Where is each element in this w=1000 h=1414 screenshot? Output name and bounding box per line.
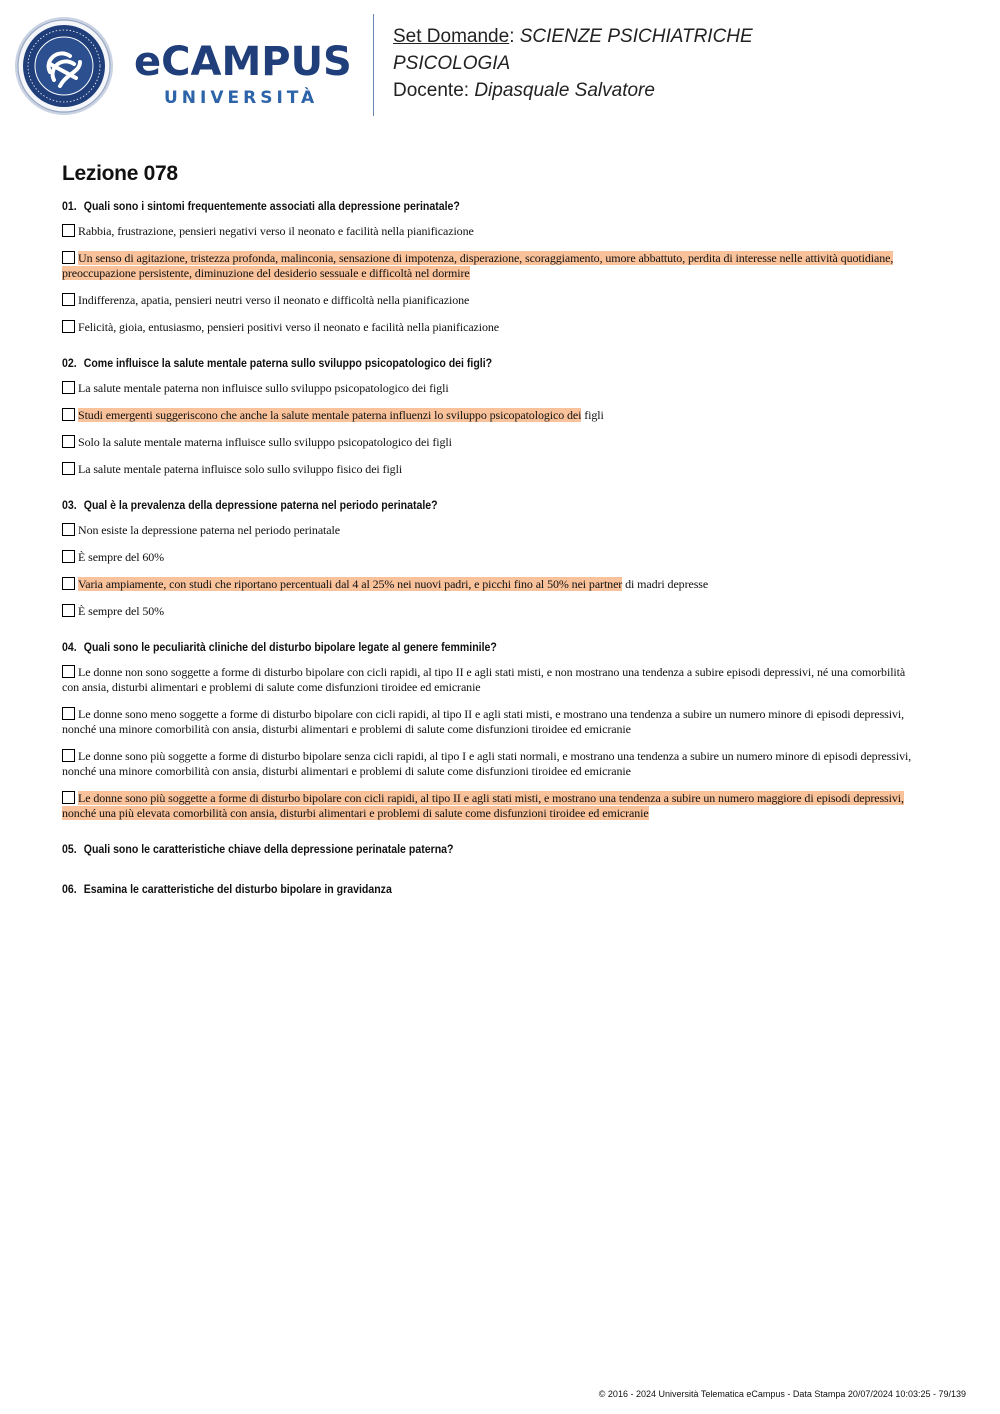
answer-text: Felicità, gioia, entusiasmo, pensieri positivi verso il neonato e facilità nella pianificazione <box>78 320 500 334</box>
answer-option[interactable] <box>62 665 912 695</box>
answer-highlighted-text: Studi emergenti suggeriscono che anche la salute mentale paterna influenzi lo sviluppo psicopatologico dei <box>78 408 582 422</box>
answer-checkbox[interactable] <box>62 665 75 678</box>
question-number: 03. <box>62 498 77 512</box>
answer-checkbox[interactable] <box>62 293 75 306</box>
answer-option[interactable] <box>62 707 912 737</box>
answer-option[interactable] <box>62 381 912 396</box>
teacher-label: Docente: <box>393 80 475 101</box>
answer-text: di madri depresse <box>622 577 709 591</box>
answer-text: Non esiste la depressione paterna nel periodo perinatale <box>78 523 340 537</box>
answer-text: Le donne non sono soggette a forme di disturbo bipolare con cicli rapidi, al tipo II e agli stati misti, e non mostrano una tendenza a subire episodi depressivi, né una comorbilità con ansia, disturbi alimentari e problemi di salute come disfunzioni tiroidee ed emicranie <box>62 665 906 694</box>
subject-line-2-row <box>393 50 973 77</box>
question-number: 01. <box>62 199 77 213</box>
answer-list <box>62 523 912 619</box>
answer-checkbox[interactable] <box>62 550 75 563</box>
question-text: Come influisce la salute mentale paterna sullo sviluppo psicopatologico dei figli? <box>83 356 493 370</box>
answer-option[interactable] <box>62 550 912 565</box>
logo-subtitle: UNIVERSITÀ <box>164 88 319 108</box>
answer-option-correct[interactable] <box>62 577 912 592</box>
answer-highlighted-text: Un senso di agitazione, tristezza profonda, malinconia, sensazione di impotenza, disperazione, scoraggiamento, umore abbattuto, perdita di interesse nelle attività quotidiane, preoccupazione persistente, diminuzione del desiderio sessuale e difficoltà nel dormire <box>62 251 894 280</box>
question-title <box>62 199 810 214</box>
course-info <box>393 23 973 104</box>
answer-option-correct[interactable] <box>62 251 912 281</box>
answer-option[interactable] <box>62 320 912 335</box>
question-open <box>62 842 912 857</box>
answer-text: figli <box>581 408 604 422</box>
answer-highlighted-text: Le donne sono più soggette a forme di disturbo bipolare con cicli rapidi, al tipo II e agli stati misti, e mostrano una tendenza a subire un numero maggiore di episodi depressivi, nonché una più elevata comorbilità con ansia, disturbi alimentari e problemi di salute come disfunzioni tiroidee ed emicranie <box>62 791 904 820</box>
answer-option-correct[interactable] <box>62 791 912 821</box>
question-title <box>62 640 810 655</box>
answer-option[interactable] <box>62 293 912 308</box>
question-open <box>62 882 912 897</box>
answer-checkbox[interactable] <box>62 604 75 617</box>
answer-list <box>62 665 912 821</box>
question-text: Qual è la prevalenza della depressione paterna nel periodo perinatale? <box>83 498 438 512</box>
answer-option[interactable] <box>62 435 912 450</box>
question-number: 02. <box>62 356 77 370</box>
set-label: Set Domande <box>393 26 510 47</box>
answer-option[interactable] <box>62 224 912 239</box>
set-colon: : <box>509 26 520 47</box>
answer-checkbox[interactable] <box>62 408 75 421</box>
answer-option-correct[interactable] <box>62 408 912 423</box>
subject-line <box>393 23 973 50</box>
answer-checkbox[interactable] <box>62 462 75 475</box>
answer-text: Solo la salute mentale materna influisce sullo sviluppo psicopatologico dei figli <box>78 435 452 449</box>
answer-checkbox[interactable] <box>62 251 75 264</box>
answer-text: È sempre del 60% <box>78 550 165 564</box>
answer-highlighted-text: Varia ampiamente, con studi che riportano percentuali dal 4 al 25% nei nuovi padri, e picchi fino al 50% nei partner <box>78 577 623 591</box>
answer-list <box>62 381 912 477</box>
answer-checkbox[interactable] <box>62 435 75 448</box>
answer-checkbox[interactable] <box>62 381 75 394</box>
answer-checkbox[interactable] <box>62 523 75 536</box>
answer-checkbox[interactable] <box>62 224 75 237</box>
question-title <box>62 356 810 371</box>
question-title <box>62 882 810 897</box>
answer-checkbox[interactable] <box>62 749 75 762</box>
answer-option[interactable] <box>62 604 912 619</box>
teacher-name: Dipasquale Salvatore <box>474 80 655 101</box>
ecampus-wordmark <box>134 40 356 112</box>
answer-text: È sempre del 50% <box>78 604 165 618</box>
answer-text: Le donne sono meno soggette a forme di disturbo bipolare con cicli rapidi, al tipo II e agli stati misti, e mostrano una tendenza a subire un numero minore di episodi depressivi, nonché una minore comorbilità con ansia, disturbi alimentari e problemi di salute come disfunzioni tiroidee ed emicranie <box>62 707 904 736</box>
question-title <box>62 498 810 513</box>
page-footer: © 2016 - 2024 Università Telematica eCampus - Data Stampa 20/07/2024 10:03:25 - 79/139 <box>598 1389 966 1399</box>
question <box>62 356 912 477</box>
answer-checkbox[interactable] <box>62 320 75 333</box>
lesson-title: Lezione 078 <box>62 162 178 185</box>
question-text: Quali sono le peculiarità cliniche del disturbo bipolare legate al genere femminile? <box>83 640 497 654</box>
answer-text: Rabbia, frustrazione, pensieri negativi verso il neonato e facilità nella pianificazione <box>78 224 474 238</box>
answer-text: Indifferenza, apatia, pensieri neutri verso il neonato e difficoltà nella pianificazione <box>78 293 470 307</box>
university-seal-logo <box>14 16 114 116</box>
answer-option[interactable] <box>62 462 912 477</box>
question-text: Esamina le caratteristiche del disturbo bipolare in gravidanza <box>83 882 392 896</box>
question <box>62 640 912 821</box>
question <box>62 199 912 335</box>
logo-name: eCAMPUS <box>134 39 352 85</box>
question-number: 05. <box>62 842 77 856</box>
answer-checkbox[interactable] <box>62 577 75 590</box>
question-text: Quali sono le caratteristiche chiave della depressione perinatale paterna? <box>83 842 454 856</box>
subject-line-1: SCIENZE PSICHIATRICHE <box>519 26 753 47</box>
question <box>62 498 912 619</box>
answer-checkbox[interactable] <box>62 707 75 720</box>
answer-text: Le donne sono più soggette a forme di disturbo bipolare senza cicli rapidi, al tipo I e agli stati normali, e mostrano una tendenza a subire un numero minore di episodi depressivi, nonché una minore comorbilità con ansia, disturbi alimentari e problemi di salute come disfunzioni tiroidee ed emicranie <box>62 749 912 778</box>
teacher-line <box>393 77 973 104</box>
question-title <box>62 842 810 857</box>
question-number: 04. <box>62 640 77 654</box>
page-header <box>0 0 1000 130</box>
answer-option[interactable] <box>62 523 912 538</box>
subject-line-2: PSICOLOGIA <box>393 53 511 74</box>
answer-option[interactable] <box>62 749 912 779</box>
question-text: Quali sono i sintomi frequentemente associati alla depressione perinatale? <box>83 199 460 213</box>
answer-text: La salute mentale paterna non influisce sullo sviluppo psicopatologico dei figli <box>78 381 449 395</box>
lesson-content <box>62 160 912 922</box>
answer-list <box>62 224 912 335</box>
question-number: 06. <box>62 882 77 896</box>
header-divider <box>373 14 374 116</box>
answer-checkbox[interactable] <box>62 791 75 804</box>
answer-text: La salute mentale paterna influisce solo sullo sviluppo fisico dei figli <box>78 462 403 476</box>
